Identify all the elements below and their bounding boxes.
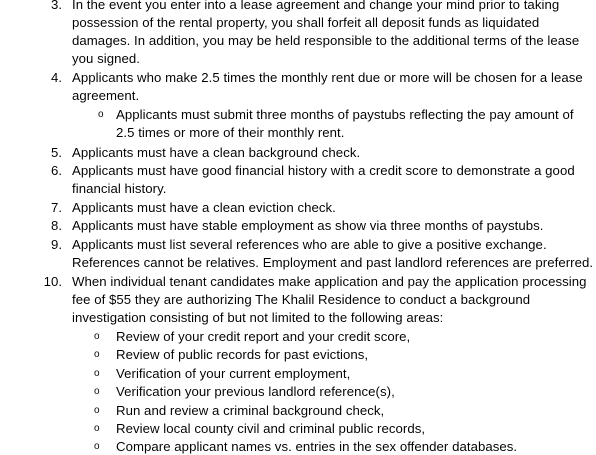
- sub-item-text-line: Compare applicant names vs. entries in the sex offender databases.: [116, 439, 518, 454]
- item-number: 8.: [51, 218, 62, 233]
- item-text-line: you signed.: [72, 51, 141, 66]
- item-number: 4.: [51, 70, 62, 85]
- item-text-line: When individual tenant candidates make application and pay the application processing: [72, 274, 587, 289]
- sub-bullet: o: [98, 109, 104, 120]
- sub-item-text-line: Applicants must submit three months of paystubs reflecting the pay amount of: [116, 107, 574, 122]
- item-text-line: Applicants must have stable employment as show via three months of paystubs.: [72, 218, 544, 233]
- item-number: 6.: [51, 163, 62, 178]
- sub-item-text-line: 2.5 times or more of their monthly rent.: [116, 125, 345, 140]
- item-text-line: References cannot be relatives. Employment and past landlord references are preferred.: [72, 255, 594, 270]
- sub-bullet: o: [94, 386, 100, 397]
- sub-bullet: o: [94, 441, 100, 452]
- item-number: 3.: [51, 0, 62, 12]
- item-text-line: Applicants must have a clean background check.: [72, 145, 361, 160]
- sub-item-text-line: Review of your credit report and your credit score,: [116, 329, 411, 344]
- sub-item-text-line: Run and review a criminal background check,: [116, 403, 385, 418]
- item-text-line: Applicants must list several references who are able to give a positive exchange.: [72, 237, 547, 252]
- sub-item-text-line: Review local county civil and criminal public records,: [116, 421, 426, 436]
- item-text-line: agreement.: [72, 88, 140, 103]
- item-text-line: fee of $55 they are authorizing The Khalil Residence to conduct a background: [72, 292, 531, 307]
- item-text-line: damages. In addition, you may be held responsible to the additional terms of the lease: [72, 33, 580, 48]
- item-text-line: Applicants must have good financial history with a credit score to demonstrate a good: [72, 163, 575, 178]
- item-number: 9.: [51, 237, 62, 252]
- item-text-line: Applicants must have a clean eviction check.: [72, 200, 336, 215]
- item-text-line: possession of the rental property, you shall forfeit all deposit funds as liquidated: [72, 15, 540, 30]
- sub-bullet: o: [94, 331, 100, 342]
- sub-item-text-line: Verification your previous landlord reference(s),: [116, 384, 395, 399]
- item-text-line: Applicants who make 2.5 times the monthly rent due or more will be chosen for a lease: [72, 70, 583, 85]
- item-number: 7.: [51, 200, 62, 215]
- item-number: 10.: [43, 274, 62, 289]
- item-number: 5.: [51, 145, 62, 160]
- sub-bullet: o: [94, 349, 100, 360]
- item-text-line: financial history.: [72, 181, 167, 196]
- item-text-line: investigation consisting of but not limited to the following areas:: [72, 310, 444, 325]
- sub-bullet: o: [94, 368, 100, 379]
- sub-bullet: o: [94, 423, 100, 434]
- sub-item-text-line: Review of public records for past evictions,: [116, 347, 369, 362]
- item-text-line: In the event you enter into a lease agreement and change your mind prior to taking: [72, 0, 560, 12]
- sub-bullet: o: [94, 405, 100, 416]
- sub-item-text-line: Verification of your current employment,: [116, 366, 351, 381]
